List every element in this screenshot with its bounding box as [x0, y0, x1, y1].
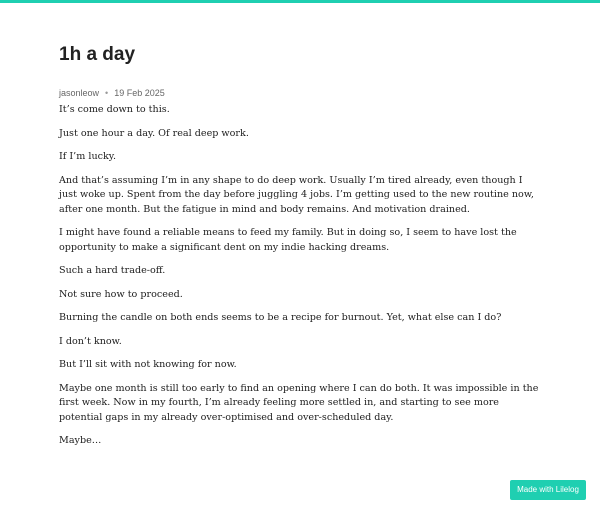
paragraph: Maybe… [59, 435, 102, 446]
paragraph: But I’ll sit with not knowing for now. [59, 359, 237, 370]
paragraph: I might have found a reliable means to feed my family. But in doing so, I seem to have lost the opportunity to make a significant dent on my indie hacking dreams. [59, 227, 517, 253]
top-accent-bar [0, 0, 600, 3]
paragraph: Such a hard trade-off. [59, 265, 166, 276]
meta-separator: • [105, 88, 109, 98]
post-body [59, 103, 539, 458]
paragraph: It’s come down to this. [59, 104, 170, 115]
paragraph: Not sure how to proceed. [59, 288, 183, 300]
post-meta [59, 88, 165, 98]
paragraph: Burning the candle on both ends seems to be a recipe for burnout. Yet, what else can I do? [59, 312, 502, 323]
post-date: 19 Feb 2025 [114, 88, 165, 98]
paragraph: And that’s assuming I’m in any shape to do deep work. Usually I’m tired already, even though I just woke up. Spent from the day before juggling 4 jobs. I’m getting used to the new routine now, after one month. But the fatigue in mind and body remains. And motivation drained. [59, 174, 534, 215]
made-with-lilelog-button[interactable]: Made with Lilelog [510, 480, 586, 500]
paragraph: Maybe one month is still too early to find an opening where I can do both. It was impossible in the first week. Now in my fourth, I’m already feeling more settled in, and starting to see more potential gaps in my already over-optimised and over-scheduled day. [59, 382, 539, 423]
author-link[interactable]: jasonleow [59, 88, 100, 98]
paragraph: If I’m lucky. [59, 151, 117, 162]
paragraph: Just one hour a day. Of real deep work. [59, 127, 249, 139]
post-title: 1h a day [59, 44, 136, 65]
paragraph: I don’t know. [59, 335, 122, 347]
